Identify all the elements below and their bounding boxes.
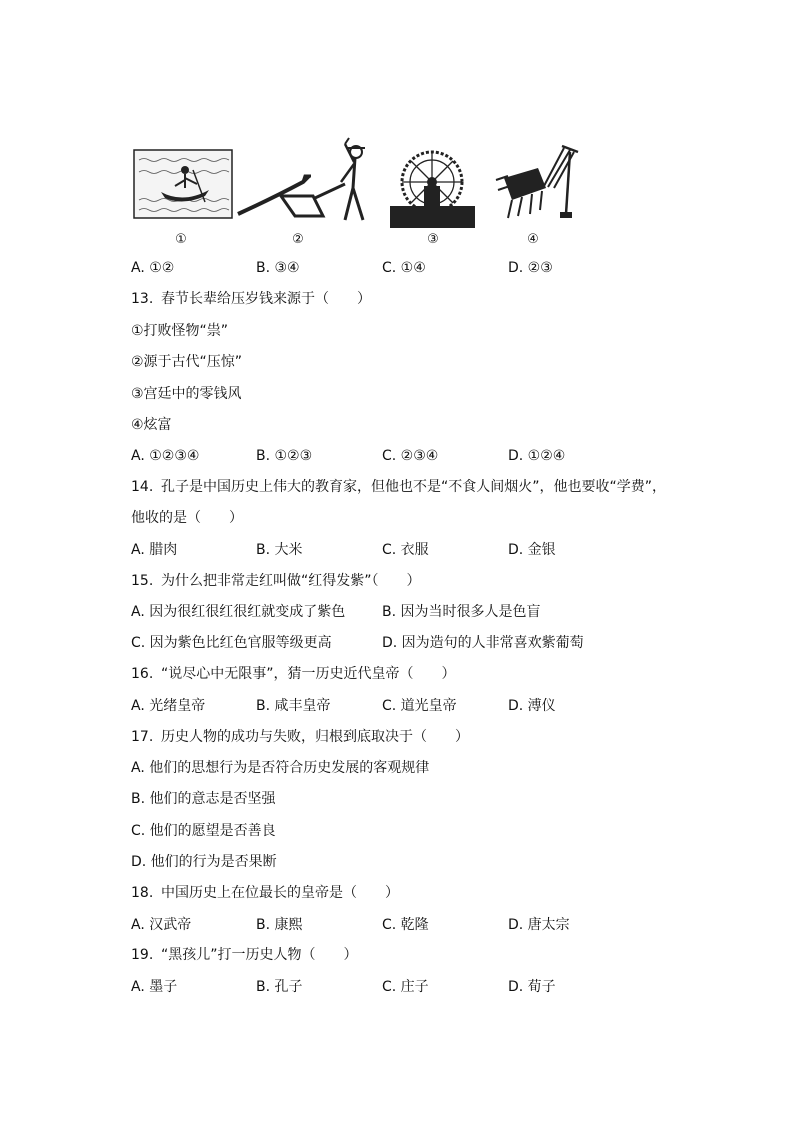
q17-number: 17. [131, 729, 154, 745]
q16-number: 16. [131, 666, 154, 682]
q14-option-c[interactable]: C. 衣服 [382, 542, 429, 558]
q17-option-d[interactable]: D. 他们的行为是否果断 [131, 854, 277, 870]
q19-text: “黑孩儿”打一历史人物（ ） [161, 947, 358, 963]
q15-option-c[interactable]: C. 因为紫色比红色官服等级更高 [131, 635, 332, 651]
q17-question [131, 728, 469, 746]
q19-option-a[interactable]: A. 墨子 [131, 979, 178, 995]
q18-option-a[interactable]: A. 汉武帝 [131, 917, 192, 933]
q19-option-c[interactable]: C. 庄子 [382, 979, 429, 995]
q15-option-b[interactable]: B. 因为当时很多人是色盲 [382, 604, 541, 620]
q15-number: 15. [131, 573, 154, 589]
q14-number: 14. [131, 479, 154, 495]
q15-question [131, 572, 421, 590]
q19-option-d[interactable]: D. 荀子 [508, 979, 556, 995]
figure-label-3: ③ [427, 232, 439, 247]
q16-option-b[interactable]: B. 咸丰皇帝 [256, 698, 331, 714]
q13-item-2: ②源于古代“压惊” [131, 354, 243, 370]
q14-text: 孔子是中国历史上伟大的教育家，但他也不是“不食人间烟火”，他也要收“学费”， [161, 479, 667, 495]
q16-option-d[interactable]: D. 溥仪 [508, 698, 556, 714]
q12-option-d[interactable]: D. ②③ [508, 260, 553, 276]
q14-question [131, 478, 666, 496]
cart-chariot-illustration [490, 142, 585, 228]
q15-option-d[interactable]: D. 因为造句的人非常喜欢紫葡萄 [382, 635, 584, 651]
figure-row [128, 140, 598, 252]
q18-text: 中国历史上在位最长的皇帝是（ ） [161, 885, 399, 901]
q13-text: 春节长辈给压岁钱来源于（ ） [161, 291, 371, 307]
water-wheel-illustration [390, 146, 475, 228]
q13-item-1: ①打败怪物“祟” [131, 323, 229, 339]
boat-rowing-illustration [133, 140, 233, 220]
q13-option-d[interactable]: D. ①②④ [508, 448, 566, 464]
q14-option-a[interactable]: A. 腊肉 [131, 542, 178, 558]
q15-text: 为什么把非常走红叫做“红得发紫”（ ） [161, 573, 421, 589]
plough-farmer-illustration [233, 136, 383, 226]
q17-text: 历史人物的成功与失败，归根到底取决于（ ） [161, 729, 469, 745]
q14-text-continued: 他收的是（ ） [131, 510, 243, 526]
q19-number: 19. [131, 947, 154, 963]
figure-label-1: ① [175, 232, 187, 247]
q18-option-d[interactable]: D. 唐太宗 [508, 917, 570, 933]
q13-option-b[interactable]: B. ①②③ [256, 448, 313, 464]
q17-option-b[interactable]: B. 他们的意志是否坚强 [131, 791, 276, 807]
q15-option-a[interactable]: A. 因为很红很红很红就变成了紫色 [131, 604, 346, 620]
q13-number: 13. [131, 291, 154, 307]
q12-option-b[interactable]: B. ③④ [256, 260, 300, 276]
q14-option-b[interactable]: B. 大米 [256, 542, 303, 558]
q13-option-c[interactable]: C. ②③④ [382, 448, 439, 464]
q18-option-c[interactable]: C. 乾隆 [382, 917, 429, 933]
q13-item-3: ③宫廷中的零钱风 [131, 386, 242, 402]
q13-option-a[interactable]: A. ①②③④ [131, 448, 200, 464]
q19-question [131, 946, 358, 964]
q18-option-b[interactable]: B. 康熙 [256, 917, 303, 933]
q12-option-a[interactable]: A. ①② [131, 260, 175, 276]
q16-text: “说尽心中无限事”，猜一历史近代皇帝（ ） [161, 666, 456, 682]
figure-label-4: ④ [527, 232, 539, 247]
q14-option-d[interactable]: D. 金银 [508, 542, 556, 558]
figure-label-2: ② [292, 232, 304, 247]
q18-question [131, 884, 399, 902]
q13-item-4: ④炫富 [131, 417, 172, 433]
q19-option-b[interactable]: B. 孔子 [256, 979, 303, 995]
q18-number: 18. [131, 885, 154, 901]
q17-option-c[interactable]: C. 他们的愿望是否善良 [131, 823, 276, 839]
q16-question [131, 665, 456, 683]
q12-option-c[interactable]: C. ①④ [382, 260, 426, 276]
q16-option-a[interactable]: A. 光绪皇帝 [131, 698, 206, 714]
q13-question [131, 290, 371, 308]
q17-option-a[interactable]: A. 他们的思想行为是否符合历史发展的客观规律 [131, 760, 430, 776]
q16-option-c[interactable]: C. 道光皇帝 [382, 698, 457, 714]
